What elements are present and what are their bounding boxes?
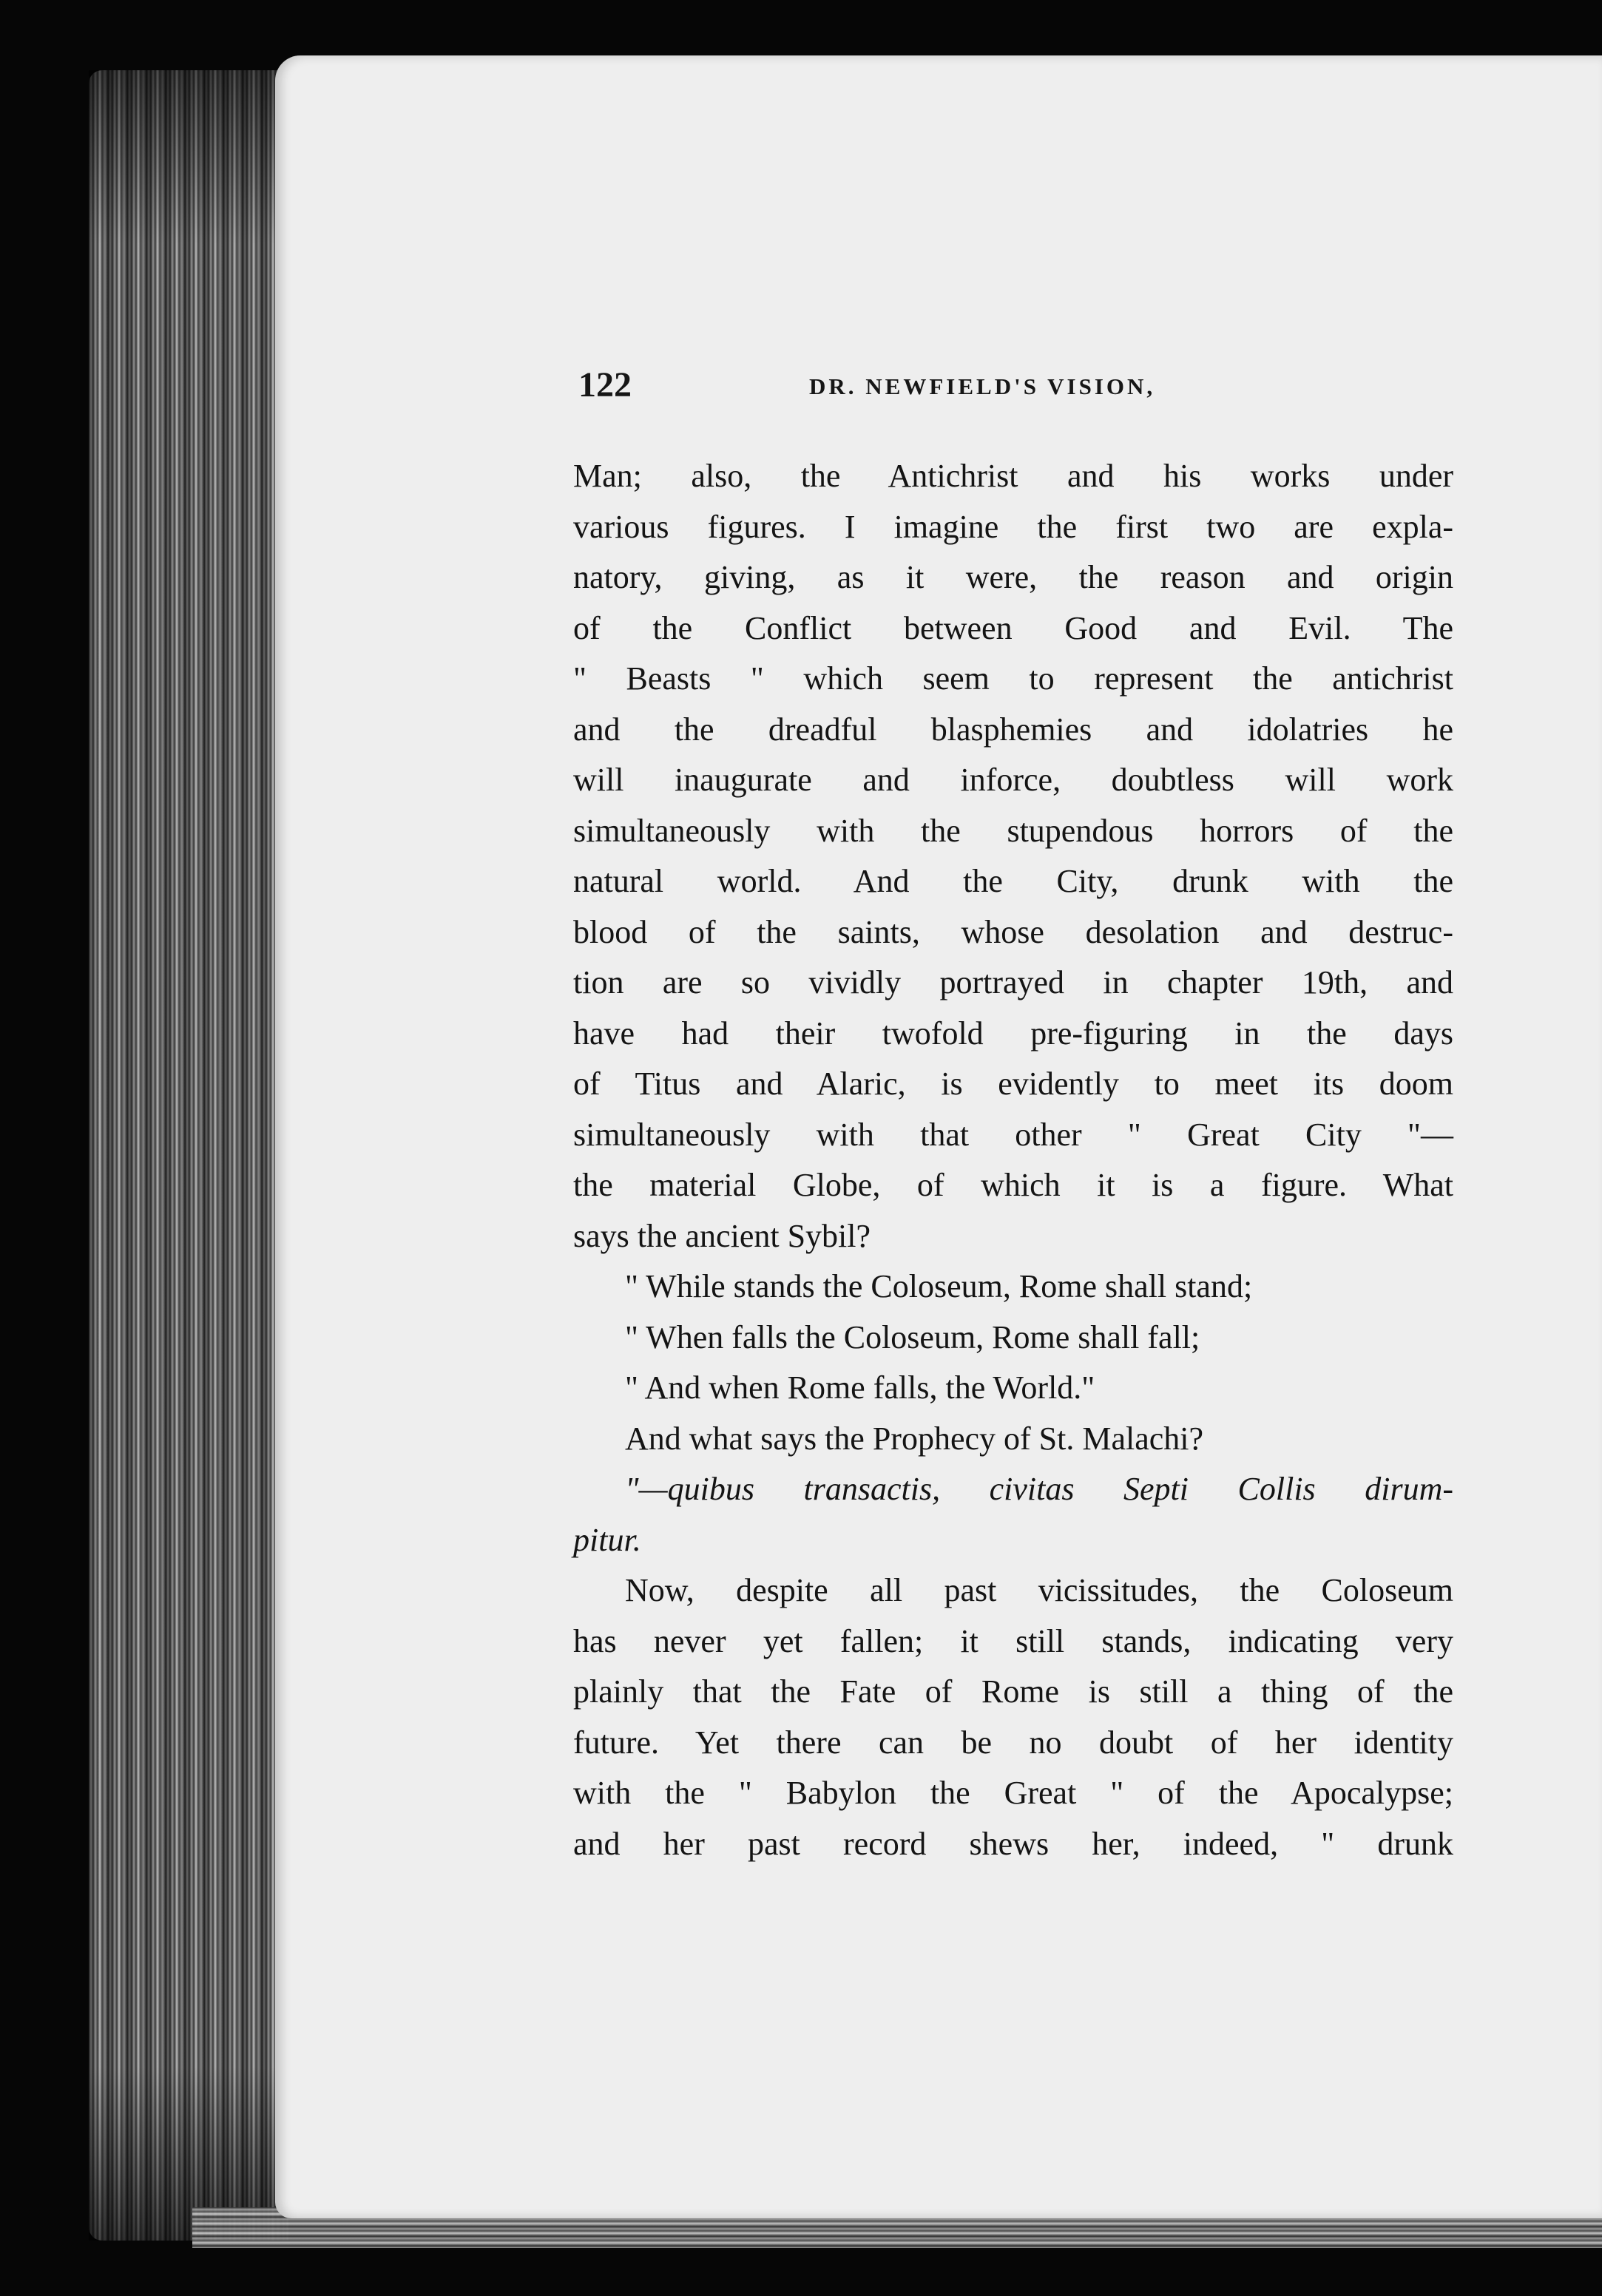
text-line: will inaugurate and inforce, doubtless will work — [573, 762, 1453, 798]
text-line: Now, despite all past vicissitudes, the Coloseum — [625, 1572, 1453, 1608]
page-number: 122 — [578, 365, 632, 404]
text-line: says the ancient Sybil? — [573, 1217, 871, 1254]
text-line: simultaneously with that other " Great City "— — [573, 1116, 1453, 1153]
text-line: various figures. I imagine the first two are expla- — [573, 508, 1453, 545]
text-line: and her past record shews her, indeed, " drunk — [573, 1825, 1453, 1862]
text-line: tion are so vividly portrayed in chapter 19th, and — [573, 964, 1453, 1000]
text-line: Man; also, the Antichrist and his works under — [573, 458, 1453, 494]
text-line: future. Yet there can be no doubt of her identity — [573, 1724, 1453, 1761]
text-line: with the " Babylon the Great " of the Apocalypse; — [573, 1775, 1453, 1811]
latin-line: "—quibus transactis, civitas Septi Collis dirum- — [625, 1471, 1453, 1507]
text-line: blood of the saints, whose desolation and destruc- — [573, 913, 1453, 950]
malachi-line: And what says the Prophecy of St. Malachi? — [625, 1420, 1204, 1457]
text-line: and the dreadful blasphemies and idolatries he — [573, 711, 1453, 748]
text-line: the material Globe, of which it is a figure. What — [573, 1167, 1453, 1203]
running-head: DR. NEWFIELD'S VISION, — [809, 373, 1156, 399]
page-header — [578, 365, 1466, 409]
quote-line: " While stands the Coloseum, Rome shall stand; — [625, 1268, 1253, 1304]
quote-line: " When falls the Coloseum, Rome shall fall; — [625, 1318, 1200, 1355]
text-line: have had their twofold pre-figuring in the days — [573, 1015, 1453, 1052]
latin-line: pitur. — [573, 1521, 641, 1558]
text-line: of Titus and Alaric, is evidently to meet its doom — [573, 1066, 1453, 1102]
text-line: natural world. And the City, drunk with the — [573, 863, 1453, 899]
text-line: has never yet fallen; it still stands, indicating very — [573, 1622, 1453, 1659]
quote-line: " And when Rome falls, the World." — [625, 1369, 1095, 1406]
body-text — [573, 451, 1453, 1869]
page-edge-stack-left — [89, 70, 288, 2241]
text-line: of the Conflict between Good and Evil. The — [573, 609, 1453, 646]
text-line: simultaneously with the stupendous horrors of the — [573, 812, 1453, 849]
text-line: natory, giving, as it were, the reason and origin — [573, 559, 1453, 595]
text-line: " Beasts " which seem to represent the antichrist — [573, 660, 1453, 697]
text-line: plainly that the Fate of Rome is still a thing of the — [573, 1673, 1453, 1710]
